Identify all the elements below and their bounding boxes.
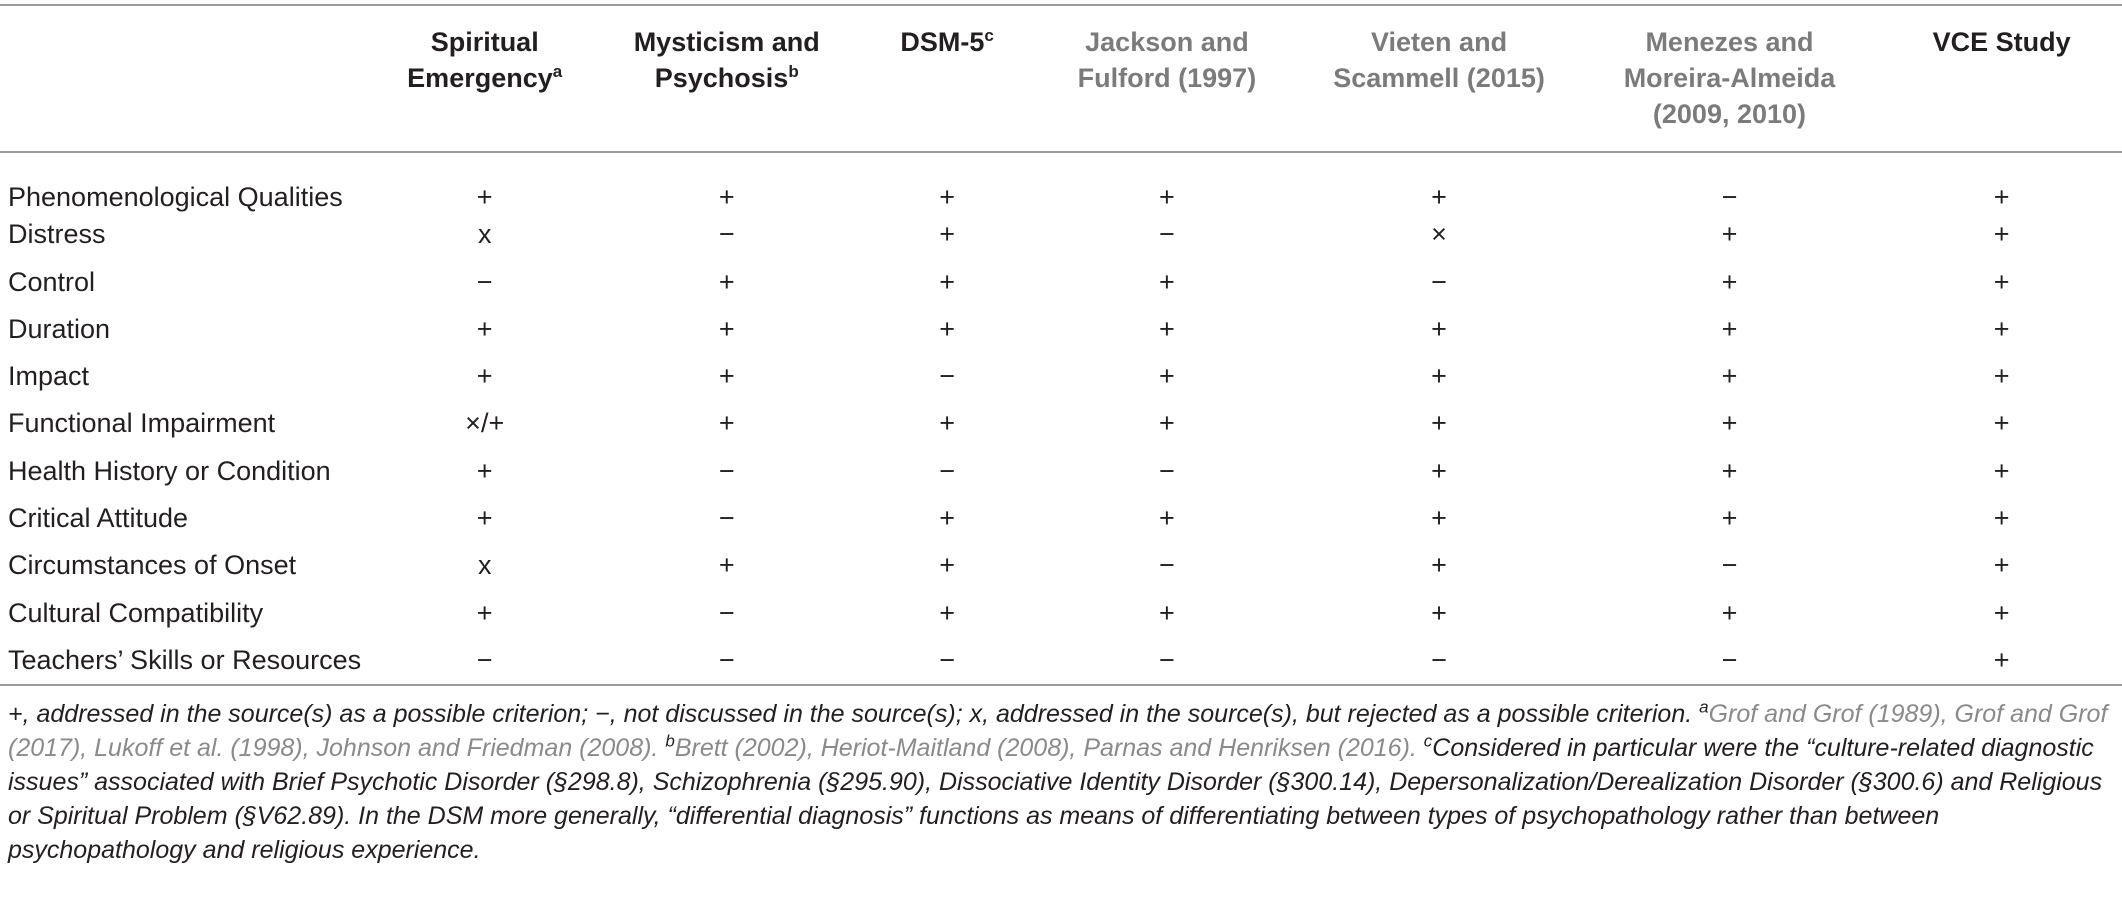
table-cell: + bbox=[1993, 182, 2010, 212]
row-label: Circumstances of Onset bbox=[8, 550, 297, 581]
table-cell: − bbox=[939, 361, 956, 392]
table-cell: − bbox=[1159, 455, 1175, 486]
table-cell: + bbox=[1993, 266, 2010, 297]
col-header-menezes-moreira-almeida: Menezes and Moreira-Almeida (2009, 2010) bbox=[1623, 27, 1836, 129]
footnote-marker-a: a bbox=[1699, 697, 1709, 717]
table-cell: − bbox=[718, 644, 735, 675]
table-row bbox=[0, 595, 2122, 642]
table-cell: + bbox=[1993, 313, 2010, 344]
table-cell: + bbox=[1993, 408, 2010, 439]
col-header-jackson-fulford: Jackson and Fulford (1997) bbox=[1077, 27, 1257, 93]
table-cell: x bbox=[477, 219, 492, 250]
table-cell: + bbox=[1159, 313, 1175, 344]
table-cell: + bbox=[476, 455, 493, 486]
table-cell: + bbox=[1721, 503, 1738, 534]
table-cell: + bbox=[939, 503, 956, 534]
table-cell: − bbox=[1159, 644, 1175, 675]
table-cell: − bbox=[718, 503, 735, 534]
table-row bbox=[0, 500, 2122, 547]
footnote-b-references[interactable]: Brett (2002), Heriot-Maitland (2008), Parnas and Henriksen (2016). bbox=[674, 734, 1417, 762]
table-cell: + bbox=[939, 219, 956, 250]
table-cell: + bbox=[1159, 182, 1175, 212]
table-row bbox=[0, 169, 2122, 216]
table-cell: + bbox=[1993, 361, 2010, 392]
table-cell: − bbox=[1721, 182, 1738, 212]
table-cell: + bbox=[476, 313, 493, 344]
table-cell: + bbox=[1431, 313, 1447, 344]
footnote-c-text: Considered in particular were the “culture-related diagnostic issues” associated with Brief Psychotic Disorder (§298.8), Schizophrenia (§295.90), Dissociative Identity Disorder (§300.14), Depersonalization/Derealization Disorder (§300.6) and Religious or Spiritual Problem (§V62.89). In the DSM more generally, “differential diagnosis” functions as means of differentiating between types of psychopathology rather than between psychopathology and religious experience. bbox=[8, 734, 2103, 864]
table-cell: + bbox=[1993, 503, 2010, 534]
table-cell: − bbox=[939, 455, 956, 486]
table-row bbox=[0, 642, 2122, 689]
table-cell: + bbox=[1721, 597, 1738, 628]
row-label: Phenomenological Qualities bbox=[8, 182, 343, 212]
row-label: Teachers’ Skills or Resources bbox=[8, 644, 362, 675]
table-cell: + bbox=[1431, 597, 1447, 628]
col-header-mysticism-psychosis: Mysticism and Psychosis$^b$ bbox=[633, 27, 820, 93]
footnote-marker-b: b bbox=[665, 731, 675, 751]
table-cell: x bbox=[477, 550, 492, 581]
table-cell: + bbox=[1159, 503, 1175, 534]
table-row bbox=[0, 547, 2122, 594]
table-cell: + bbox=[1993, 644, 2010, 675]
table-row bbox=[0, 453, 2122, 500]
table-cell: + bbox=[1993, 597, 2010, 628]
table-row bbox=[0, 405, 2122, 452]
row-label: Duration bbox=[8, 313, 111, 344]
table-cell: − bbox=[476, 266, 493, 297]
table-cell: + bbox=[718, 313, 735, 344]
table-cell: + bbox=[1721, 266, 1738, 297]
table-cell: + bbox=[1431, 361, 1447, 392]
row-label: Functional Impairment bbox=[8, 408, 276, 439]
table-cell: + bbox=[718, 361, 735, 392]
footnote-legend: +, addressed in the source(s) as a possible criterion; −, not discussed in the source(s); x, addressed in the source(s), but rejected as a possible criterion. bbox=[8, 700, 1700, 728]
table-row bbox=[0, 264, 2122, 311]
row-label: Critical Attitude bbox=[8, 503, 189, 534]
table-cell: + bbox=[1993, 455, 2010, 486]
table-cell: + bbox=[1721, 455, 1738, 486]
table-cell: + bbox=[939, 550, 956, 581]
table-cell: + bbox=[1159, 597, 1175, 628]
row-label: Cultural Compatibility bbox=[8, 597, 264, 628]
col-header-vce-study: VCE Study bbox=[1932, 27, 2071, 57]
table-cell: + bbox=[1431, 408, 1447, 439]
col-header-spiritual-emergency: Spiritual Emergency$^a$ bbox=[407, 27, 563, 93]
table-cell: + bbox=[476, 503, 493, 534]
table-cell: + bbox=[1721, 361, 1738, 392]
footnote-marker-c: c bbox=[1423, 731, 1433, 751]
header-row bbox=[0, 6, 2122, 169]
table-cell: − bbox=[718, 219, 735, 250]
table-cell: + bbox=[1721, 219, 1738, 250]
table-cell: + bbox=[1431, 455, 1447, 486]
table-row bbox=[0, 358, 2122, 405]
row-label: Distress bbox=[8, 219, 106, 250]
table-footnote bbox=[8, 697, 2116, 867]
table-cell: + bbox=[476, 182, 493, 212]
table-cell: + bbox=[476, 361, 493, 392]
table-cell: × bbox=[1431, 219, 1447, 250]
table-cell: − bbox=[1721, 644, 1738, 675]
table-cell: + bbox=[1993, 219, 2010, 250]
row-label: Health History or Condition bbox=[8, 455, 331, 486]
table-cell: − bbox=[1159, 550, 1175, 581]
table-cell: + bbox=[1721, 313, 1738, 344]
table-cell: ×/+ bbox=[465, 408, 505, 439]
table-cell: + bbox=[1993, 550, 2010, 581]
table-cell: + bbox=[718, 182, 735, 212]
table-cell: − bbox=[476, 644, 493, 675]
table-cell: + bbox=[939, 313, 956, 344]
table-cell: + bbox=[1159, 408, 1175, 439]
table-cell: + bbox=[1431, 550, 1447, 581]
table-cell: + bbox=[1431, 182, 1447, 212]
table-cell: − bbox=[1431, 644, 1447, 675]
table-cell: − bbox=[1159, 219, 1175, 250]
table-row bbox=[0, 216, 2122, 263]
footnote-a-references[interactable]: Grof and Grof (1989), Grof and Grof (2017), Lukoff et al. (1998), Johnson and Friedman (2008). bbox=[8, 700, 2108, 762]
table-cell: + bbox=[1721, 408, 1738, 439]
row-label: Impact bbox=[8, 361, 90, 392]
table-cell: + bbox=[939, 597, 956, 628]
col-header-vieten-scammell: Vieten and Scammell (2015) bbox=[1333, 27, 1545, 93]
table-cell: + bbox=[1159, 361, 1175, 392]
table-cell: + bbox=[476, 597, 493, 628]
criteria-table bbox=[0, 6, 2122, 689]
table-cell: + bbox=[939, 266, 956, 297]
table-row bbox=[0, 311, 2122, 358]
table-cell: − bbox=[718, 597, 735, 628]
table-cell: + bbox=[718, 408, 735, 439]
table-cell: − bbox=[939, 644, 956, 675]
col-header-dsm5: DSM-5$^c$ bbox=[900, 26, 994, 57]
table-cell: + bbox=[718, 266, 735, 297]
table-cell: − bbox=[1721, 550, 1738, 581]
table-cell: − bbox=[1431, 266, 1447, 297]
table-cell: + bbox=[939, 182, 956, 212]
table-cell: + bbox=[1159, 266, 1175, 297]
table-cell: + bbox=[718, 550, 735, 581]
row-label: Control bbox=[8, 266, 96, 297]
table-cell: + bbox=[1431, 503, 1447, 534]
table-cell: − bbox=[718, 455, 735, 486]
row-label-header bbox=[0, 6, 377, 169]
table-cell: + bbox=[939, 408, 956, 439]
